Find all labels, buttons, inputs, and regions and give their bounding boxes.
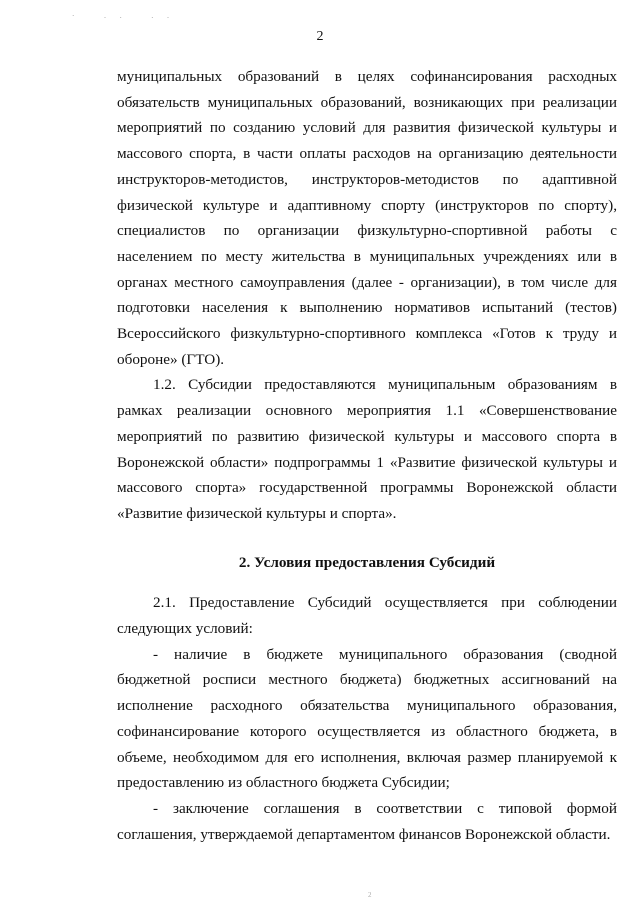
paragraph-2-1: 2.1. Предоставление Субсидий осуществляется при соблюдении следующих условий: — [117, 594, 617, 638]
section-heading-conditions: 2. Условия предоставления Субсидий — [238, 553, 496, 571]
condition-budget-allocation: - наличие в бюджете муниципального образования (сводной бюджетной росписи местного бюджета) бюджетных ассигнований на исполнение расходного обязательства муниципального образования, софинансирование которого осуществляется из областного бюджета, в объеме, необходимом для его исполнения, включая размер планируемой к предоставлению из областного бюджета Субсидии; — [117, 645, 617, 792]
paragraph-1-2: 1.2. Субсидии предоставляются муниципальным образованиям в рамках реализации основного мероприятия 1.1 «Совершенствование мероприятий по развитию физической культуры и массового спорта в Воронежской области» подпрограммы 1 «Развитие физической культуры и массового спорта» государственной программы Воронежской области «Развитие физической культуры и спорта». — [117, 376, 617, 522]
bottom-scan-mark: 2 — [368, 891, 372, 899]
document-body — [117, 64, 617, 847]
page-number: 2 — [316, 29, 324, 44]
condition-agreement: - заключение соглашения в соответствии с типовой формой соглашения, утверждаемой департаментом финансов Воронежской области. — [117, 799, 617, 843]
scan-artifact-marks: · .. .. — [72, 12, 183, 20]
paragraph-continuation: муниципальных образований в целях софинансирования расходных обязательств муниципальных образований, возникающих при реализации мероприятий по созданию условий для развития физической культуры и массового спорта, в части оплаты расходов на организацию деятельности инструкторов-методистов, инструкторов-методистов по адаптивной физической культуре и адаптивному спорту (инструкторов по спорту), специалистов по организации физкультурно-спортивной работы с населением по месту жительства в муниципальных учреждениях или в органах местного самоуправления (далее - организации), в том числе для подготовки населения к выполнению нормативов испытаний (тестов) Всероссийского физкультурно-спортивного комплекса «Готов к труду и обороне» (ГТО). — [117, 68, 617, 368]
